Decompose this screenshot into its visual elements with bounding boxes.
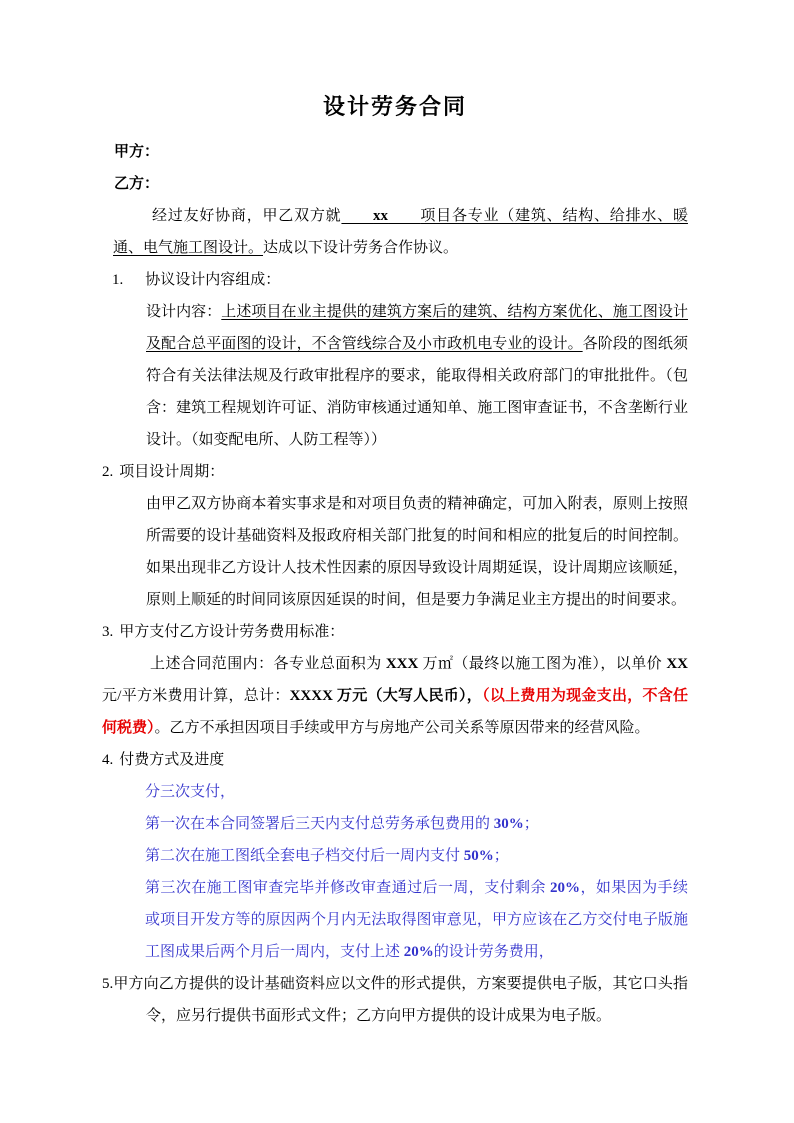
- intro-paragraph: [113, 200, 688, 264]
- intro-lead: 经过友好协商，甲乙双方就: [152, 208, 342, 224]
- section-3-body: [102, 648, 688, 744]
- section-1-title: 协议设计内容组成：: [145, 272, 281, 288]
- payment-3-text-3: 的设计劳务费用，: [433, 944, 554, 960]
- section-2-heading: [102, 456, 688, 488]
- payment-3-text-2: ，如果因为手续或项目开发方等的原因两个月内无法取得图审意见，甲方应该在乙方交付电子版施工图成果后两个月后一周内，支付上述: [145, 880, 688, 960]
- section-4-number: 4.: [102, 752, 114, 768]
- section-2-number: 2.: [102, 464, 114, 480]
- fee-text-3: 元/平方米费用计算，总计：: [102, 688, 290, 704]
- section-5-number: 5.: [102, 976, 114, 992]
- section-3-heading: [102, 616, 688, 648]
- design-content-underlined: 上述项目在业主提供的建筑方案后的建筑、结构方案优化、施工图设计及配合总平面图的设计，不含管线综合及小市政机电专业的设计。: [146, 304, 688, 352]
- section-4-heading: [102, 744, 688, 776]
- party-a-label: 甲方：: [114, 144, 160, 160]
- payment-1-tail: ；: [523, 816, 539, 832]
- payment-3-line: [145, 872, 688, 968]
- payment-1-line: [145, 808, 688, 840]
- project-name-blank-value: xx: [373, 208, 389, 224]
- payment-3-text-1: 第三次在施工图审查完毕并修改审查通过后一周，支付剩余: [145, 880, 551, 896]
- blank-underline-right: [388, 208, 420, 224]
- party-b-label: 乙方：: [114, 176, 160, 192]
- payment-1-percent: 30%: [493, 816, 524, 832]
- blank-underline-left: [341, 208, 373, 224]
- payment-1-text: 第一次在本合同签署后三天内支付总劳务承包费用的: [145, 816, 494, 832]
- section-5-paragraph: [102, 968, 688, 1032]
- payment-2-text: 第二次在施工图纸全套电子档交付后一周内支付: [145, 848, 464, 864]
- payment-2-tail: ；: [493, 848, 509, 864]
- section-1-heading: [102, 264, 688, 296]
- section-5-text: 甲方向乙方提供的设计基础资料应以文件的形式提供，方案要提供电子版，其它口头指令，应另行提供书面形式文件；乙方向甲方提供的设计成果为电子版。: [113, 976, 688, 1024]
- section-3-number: 3.: [102, 624, 114, 640]
- payment-3-percent-2: 20%: [403, 944, 434, 960]
- section-1-number: 1.: [112, 272, 124, 288]
- section-3-title: 甲方支付乙方设计劳务费用标准：: [119, 624, 345, 640]
- fee-text-2: 万㎡（最终以施工图为准），以单价: [418, 656, 667, 672]
- design-content-rest: 各阶段的图纸须符合有关法律法规及行政审批程序的要求，能取得相关政府部门的审批批件。（包含：建筑工程规划许可证、消防审核通过通知单、施工图审查证书，不含垄断行业设计。（如变配电所、人防工程等））: [146, 336, 688, 448]
- payment-schedule-intro: 分三次支付，: [145, 784, 236, 800]
- page-title: 设计劳务合同: [322, 94, 467, 119]
- section-2-title: 项目设计周期：: [119, 464, 225, 480]
- section-1-body: [146, 296, 688, 456]
- total-fee-value: XXXX 万元（大写人民币），: [289, 688, 483, 704]
- cash-payment-note: （以上费用为现金支出，不含任何税费）: [102, 688, 688, 736]
- intro-tail: 达成以下设计劳务合作协议。: [263, 240, 459, 256]
- payment-2-percent: 50%: [463, 848, 494, 864]
- payment-2-line: [145, 840, 688, 872]
- section-4-title: 付费方式及进度: [119, 752, 225, 768]
- fee-text-4: 。乙方不承担因项目手续或甲方与房地产公司关系等原因带来的经营风险。: [154, 720, 650, 736]
- intro-underlined-scope: 项目各专业（建筑、结构、给排水、暖通、电气施工图设计。: [113, 208, 688, 256]
- design-content-label: 设计内容：: [146, 304, 222, 320]
- total-area-value: XXX: [385, 656, 419, 672]
- fee-text-1: 上述合同范围内：各专业总面积为: [150, 656, 386, 672]
- payment-3-percent-1: 20%: [550, 880, 581, 896]
- unit-price-value: XX: [666, 656, 688, 672]
- section-2-body: 由甲乙双方协商本着实事求是和对项目负责的精神确定，可加入附表，原则上按照所需要的设计基础资料及报政府相关部门批复的时间和相应的批复后的时间控制。如果出现非乙方设计人技术性因素的原因导致设计周期延误，设计周期应该顺延，原则上顺延的时间同该原因延误的时间，但是要力争满足业主方提出的时间要求。: [146, 496, 688, 608]
